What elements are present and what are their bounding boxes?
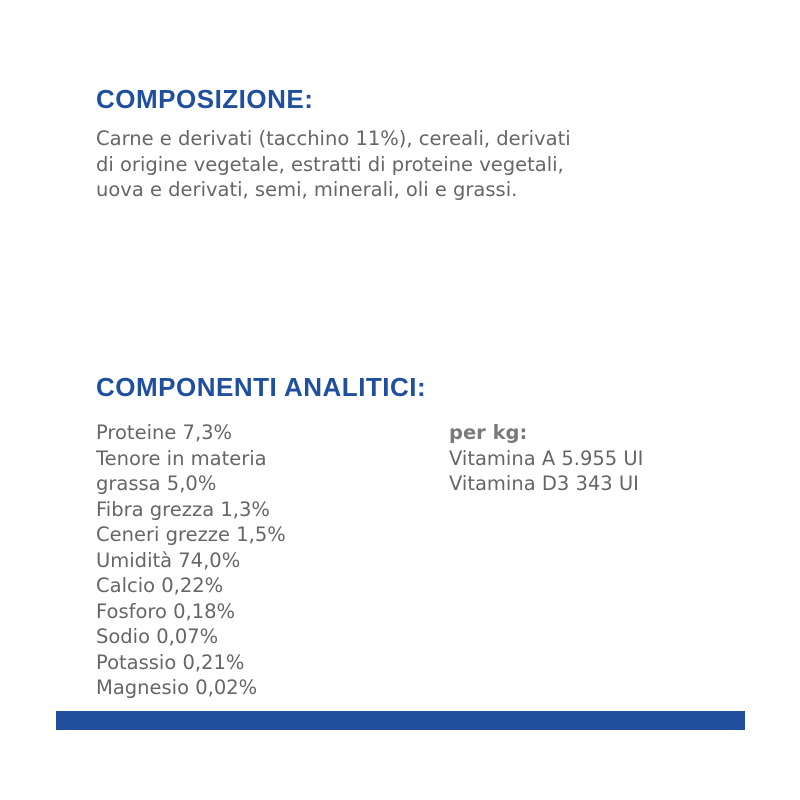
composition-text — [96, 126, 706, 203]
analytical-item: Sodio 0,07% — [96, 625, 219, 648]
vitamin-list — [449, 420, 769, 497]
analytical-item: grassa 5,0% — [96, 472, 217, 495]
analytical-item: Ceneri grezze 1,5% — [96, 523, 286, 546]
analytical-item: Magnesio 0,02% — [96, 676, 258, 699]
analytical-item: Umidità 74,0% — [96, 548, 241, 572]
analytical-item: Proteine 7,3% — [96, 421, 233, 444]
analytical-item: Tenore in materia — [96, 446, 267, 470]
analytical-heading: COMPONENTI ANALITICI: — [96, 372, 427, 402]
vitamin-item: Vitamina A 5.955 UI — [449, 446, 644, 470]
composition-line: uova e derivati, semi, minerali, oli e grassi. — [96, 178, 518, 201]
footer-accent-bar — [56, 711, 745, 730]
analytical-item: Fosforo 0,18% — [96, 599, 236, 623]
vitamin-item: Vitamina D3 343 UI — [449, 472, 639, 495]
composition-line: di origine vegetale, estratti di proteine vegetali, — [96, 152, 564, 176]
composition-heading: COMPOSIZIONE: — [96, 84, 314, 114]
composition-line: Carne e derivati (tacchino 11%), cereali, derivati — [96, 127, 571, 150]
analytical-list — [96, 420, 416, 701]
per-kg-heading: per kg: — [449, 421, 528, 444]
analytical-item: Potassio 0,21% — [96, 650, 245, 674]
analytical-item: Calcio 0,22% — [96, 574, 224, 597]
analytical-item: Fibra grezza 1,3% — [96, 497, 270, 521]
